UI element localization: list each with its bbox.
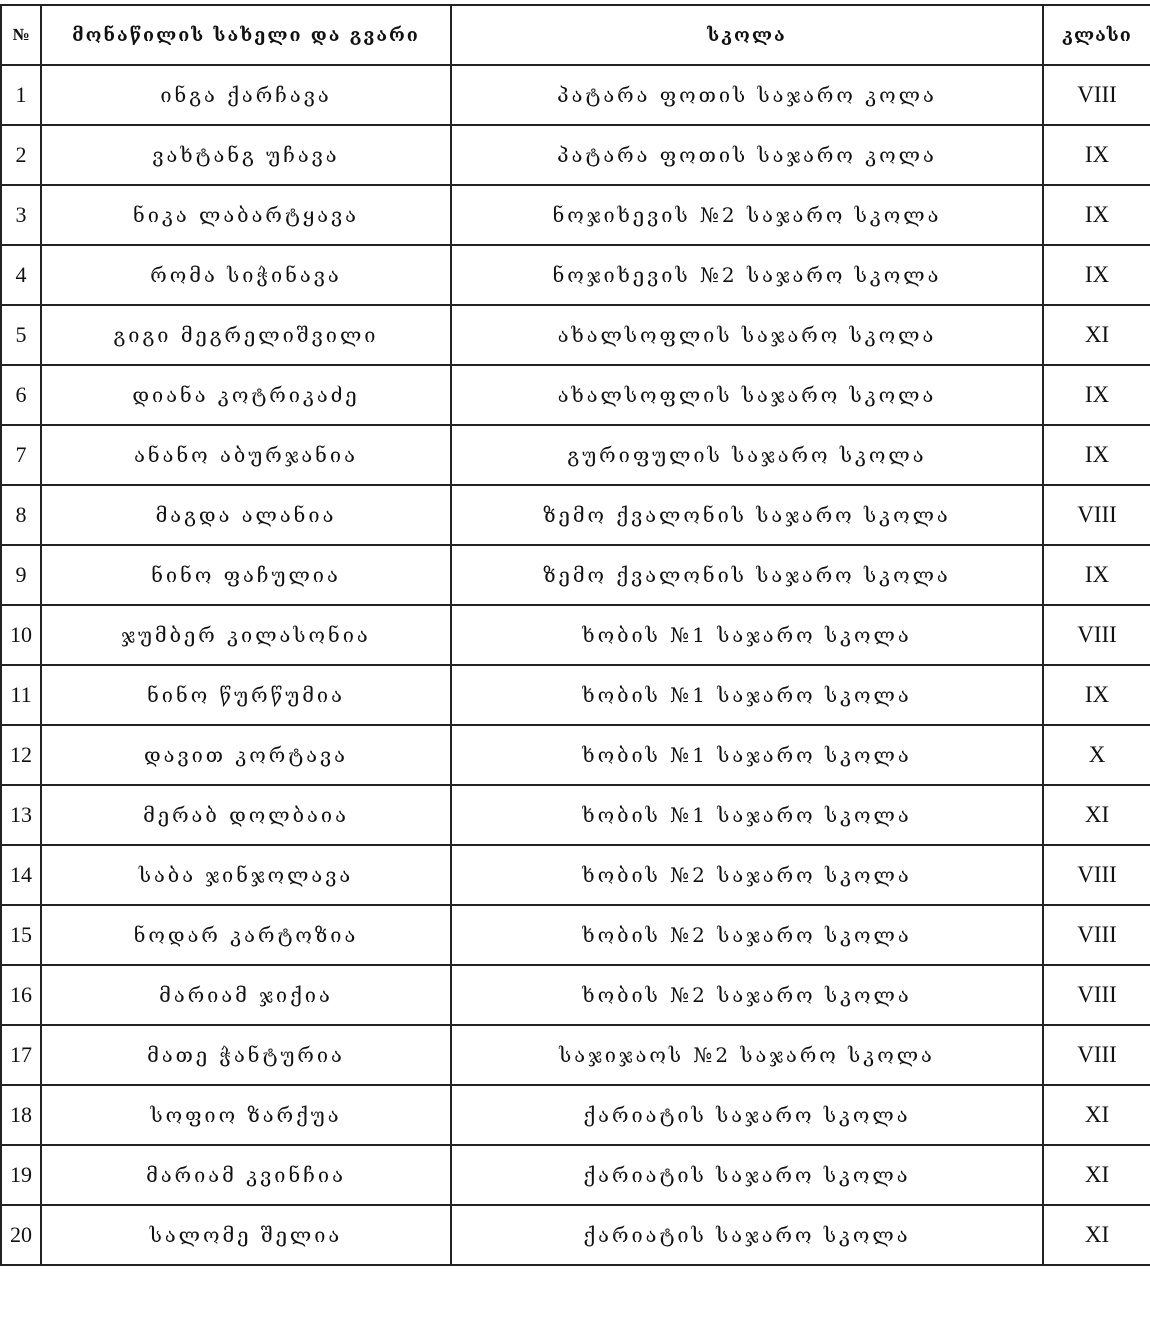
header-participant-name: მონაწილის სახელი და გვარი bbox=[41, 5, 451, 65]
participant-name: ნინო ფაჩულია bbox=[41, 545, 451, 605]
table-row bbox=[1, 65, 1150, 125]
participant-name: დიანა კოტრიკაძე bbox=[41, 365, 451, 425]
table-row bbox=[1, 1145, 1150, 1205]
class-grade: XI bbox=[1043, 1085, 1150, 1145]
class-grade: VIII bbox=[1043, 965, 1150, 1025]
school-name: ნოჯიხევის №2 საჯარო სკოლა bbox=[451, 185, 1043, 245]
school-name: ქარიატის საჯარო სკოლა bbox=[451, 1085, 1043, 1145]
participant-name: მარიამ ჯიქია bbox=[41, 965, 451, 1025]
participant-name: ნინო წურწუმია bbox=[41, 665, 451, 725]
row-number: 10 bbox=[1, 605, 41, 665]
participant-name: რომა სიჭინავა bbox=[41, 245, 451, 305]
school-name: გურიფულის საჯარო სკოლა bbox=[451, 425, 1043, 485]
school-name: ხობის №2 საჯარო სკოლა bbox=[451, 845, 1043, 905]
table-row bbox=[1, 545, 1150, 605]
participant-name: მერაბ დოლბაია bbox=[41, 785, 451, 845]
school-name: ქარიატის საჯარო სკოლა bbox=[451, 1145, 1043, 1205]
row-number: 14 bbox=[1, 845, 41, 905]
row-number: 4 bbox=[1, 245, 41, 305]
class-grade: VIII bbox=[1043, 905, 1150, 965]
class-grade: VIII bbox=[1043, 845, 1150, 905]
row-number: 7 bbox=[1, 425, 41, 485]
participant-name: გიგი მეგრელიშვილი bbox=[41, 305, 451, 365]
table-row bbox=[1, 965, 1150, 1025]
table-row bbox=[1, 725, 1150, 785]
row-number: 15 bbox=[1, 905, 41, 965]
participant-name: ინგა ქარჩავა bbox=[41, 65, 451, 125]
school-name: ახალსოფლის საჯარო სკოლა bbox=[451, 365, 1043, 425]
participant-name: საბა ჯინჯოლავა bbox=[41, 845, 451, 905]
participants-table bbox=[0, 4, 1150, 1266]
school-name: ხობის №1 საჯარო სკოლა bbox=[451, 785, 1043, 845]
table-row bbox=[1, 605, 1150, 665]
table-row bbox=[1, 185, 1150, 245]
header-number: № bbox=[1, 5, 41, 65]
school-name: ზემო ქვალონის საჯარო სკოლა bbox=[451, 485, 1043, 545]
participant-name: მაგდა ალანია bbox=[41, 485, 451, 545]
class-grade: VIII bbox=[1043, 605, 1150, 665]
row-number: 12 bbox=[1, 725, 41, 785]
school-name: ზემო ქვალონის საჯარო სკოლა bbox=[451, 545, 1043, 605]
row-number: 19 bbox=[1, 1145, 41, 1205]
table-row bbox=[1, 845, 1150, 905]
class-grade: VIII bbox=[1043, 1025, 1150, 1085]
row-number: 8 bbox=[1, 485, 41, 545]
school-name: ახალსოფლის საჯარო სკოლა bbox=[451, 305, 1043, 365]
table-body bbox=[1, 65, 1150, 1265]
participant-name: მათე ჭანტურია bbox=[41, 1025, 451, 1085]
row-number: 17 bbox=[1, 1025, 41, 1085]
row-number: 11 bbox=[1, 665, 41, 725]
row-number: 5 bbox=[1, 305, 41, 365]
participant-name: ნოდარ კარტოზია bbox=[41, 905, 451, 965]
class-grade: XI bbox=[1043, 785, 1150, 845]
class-grade: XI bbox=[1043, 1205, 1150, 1265]
school-name: ხობის №1 საჯარო სკოლა bbox=[451, 725, 1043, 785]
row-number: 2 bbox=[1, 125, 41, 185]
school-name: ნოჯიხევის №2 საჯარო სკოლა bbox=[451, 245, 1043, 305]
table-row bbox=[1, 245, 1150, 305]
class-grade: IX bbox=[1043, 425, 1150, 485]
table-row bbox=[1, 785, 1150, 845]
participant-name: ჯუმბერ კილასონია bbox=[41, 605, 451, 665]
table-header bbox=[1, 5, 1150, 65]
class-grade: XI bbox=[1043, 1145, 1150, 1205]
class-grade: IX bbox=[1043, 665, 1150, 725]
row-number: 18 bbox=[1, 1085, 41, 1145]
row-number: 20 bbox=[1, 1205, 41, 1265]
header-school: სკოლა bbox=[451, 5, 1043, 65]
school-name: პატარა ფოთის საჯარო კოლა bbox=[451, 65, 1043, 125]
row-number: 1 bbox=[1, 65, 41, 125]
table-row bbox=[1, 305, 1150, 365]
class-grade: IX bbox=[1043, 185, 1150, 245]
table-row bbox=[1, 1085, 1150, 1145]
row-number: 6 bbox=[1, 365, 41, 425]
table-row bbox=[1, 125, 1150, 185]
row-number: 13 bbox=[1, 785, 41, 845]
table-row bbox=[1, 665, 1150, 725]
school-name: ხობის №1 საჯარო სკოლა bbox=[451, 665, 1043, 725]
row-number: 3 bbox=[1, 185, 41, 245]
class-grade: IX bbox=[1043, 545, 1150, 605]
class-grade: IX bbox=[1043, 245, 1150, 305]
school-name: ხობის №2 საჯარო სკოლა bbox=[451, 905, 1043, 965]
row-number: 9 bbox=[1, 545, 41, 605]
school-name: პატარა ფოთის საჯარო კოლა bbox=[451, 125, 1043, 185]
class-grade: VIII bbox=[1043, 485, 1150, 545]
header-row bbox=[1, 5, 1150, 65]
participant-name: ნიკა ლაბარტყავა bbox=[41, 185, 451, 245]
participant-name: სალომე შელია bbox=[41, 1205, 451, 1265]
class-grade: IX bbox=[1043, 365, 1150, 425]
participant-name: სოფიო ზარქუა bbox=[41, 1085, 451, 1145]
school-name: ხობის №2 საჯარო სკოლა bbox=[451, 965, 1043, 1025]
class-grade: X bbox=[1043, 725, 1150, 785]
class-grade: XI bbox=[1043, 305, 1150, 365]
participant-name: მარიამ კვინჩია bbox=[41, 1145, 451, 1205]
school-name: ხობის №1 საჯარო სკოლა bbox=[451, 605, 1043, 665]
header-class: კლასი bbox=[1043, 5, 1150, 65]
class-grade: IX bbox=[1043, 125, 1150, 185]
participant-name: ვახტანგ უჩავა bbox=[41, 125, 451, 185]
row-number: 16 bbox=[1, 965, 41, 1025]
table-row bbox=[1, 485, 1150, 545]
table-row bbox=[1, 425, 1150, 485]
class-grade: VIII bbox=[1043, 65, 1150, 125]
participant-name: დავით კორტავა bbox=[41, 725, 451, 785]
school-name: საჯიჯაოს №2 საჯარო სკოლა bbox=[451, 1025, 1043, 1085]
table-row bbox=[1, 905, 1150, 965]
table-row bbox=[1, 1025, 1150, 1085]
school-name: ქარიატის საჯარო სკოლა bbox=[451, 1205, 1043, 1265]
participant-name: ანანო აბურჯანია bbox=[41, 425, 451, 485]
table-row bbox=[1, 365, 1150, 425]
table-row bbox=[1, 1205, 1150, 1265]
